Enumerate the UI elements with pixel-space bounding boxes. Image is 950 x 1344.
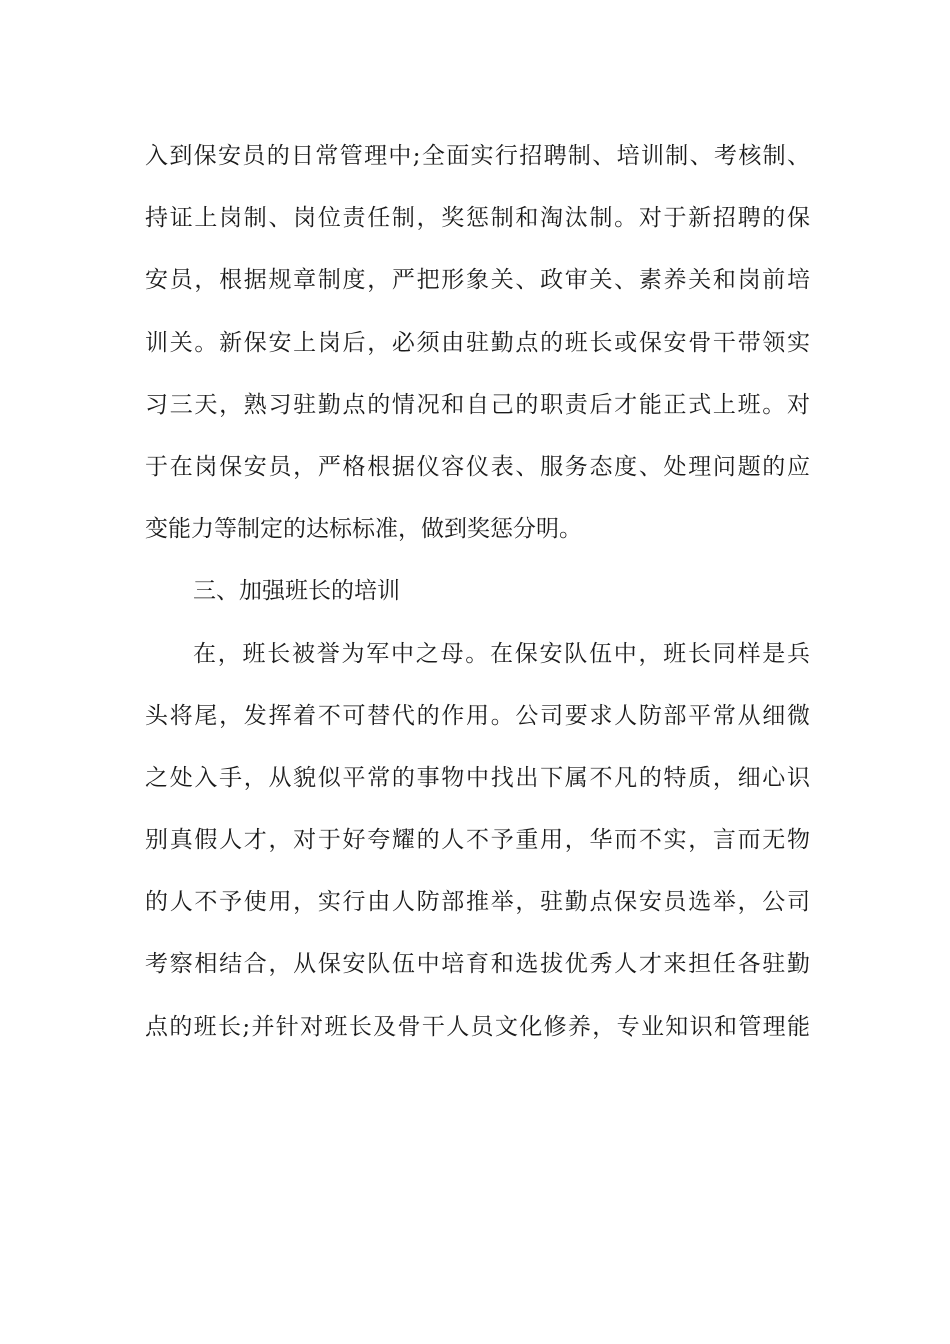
text-line: 别真假人才，对于好夸耀的人不予重用，华而不实，言而无物 xyxy=(145,827,810,854)
text-line: 训关。新保安上岗后，必须由驻勤点的班长或保安骨干带领实 xyxy=(145,329,810,356)
text-line: 习三天，熟习驻勤点的情况和自己的职责后才能正式上班。对 xyxy=(145,391,810,418)
text-line: 的人不予使用，实行由人防部推举，驻勤点保安员选举，公司 xyxy=(145,889,810,916)
text-line: 入到保安员的日常管理中;全面实行招聘制、培训制、考核制、 xyxy=(145,143,810,169)
body-text xyxy=(145,125,810,1058)
text-line: 之处入手，从貌似平常的事物中找出下属不凡的特质，细心识 xyxy=(145,764,810,791)
text-line: 安员，根据规章制度，严把形象关、政审关、素养关和岗前培 xyxy=(145,267,810,294)
text-line: 持证上岗制、岗位责任制，奖惩制和淘汰制。对于新招聘的保 xyxy=(145,205,810,232)
text-line: 变能力等制定的达标标准，做到奖惩分明。 xyxy=(145,516,582,543)
text-line: 点的班长;并针对班长及骨干人员文化修养，专业知识和管理能 xyxy=(145,1013,810,1040)
text-line: 于在岗保安员，严格根据仪容仪表、服务态度、处理问题的应 xyxy=(145,453,810,480)
section-heading: 三、加强班长的培训 xyxy=(193,578,400,605)
text-line: 在，班长被誉为军中之母。在保安队伍中，班长同样是兵 xyxy=(193,640,810,667)
text-line: 考察相结合，从保安队伍中培育和选拔优秀人才来担任各驻勤 xyxy=(145,951,810,978)
text-line: 头将尾，发挥着不可替代的作用。公司要求人防部平常从细微 xyxy=(145,702,810,729)
